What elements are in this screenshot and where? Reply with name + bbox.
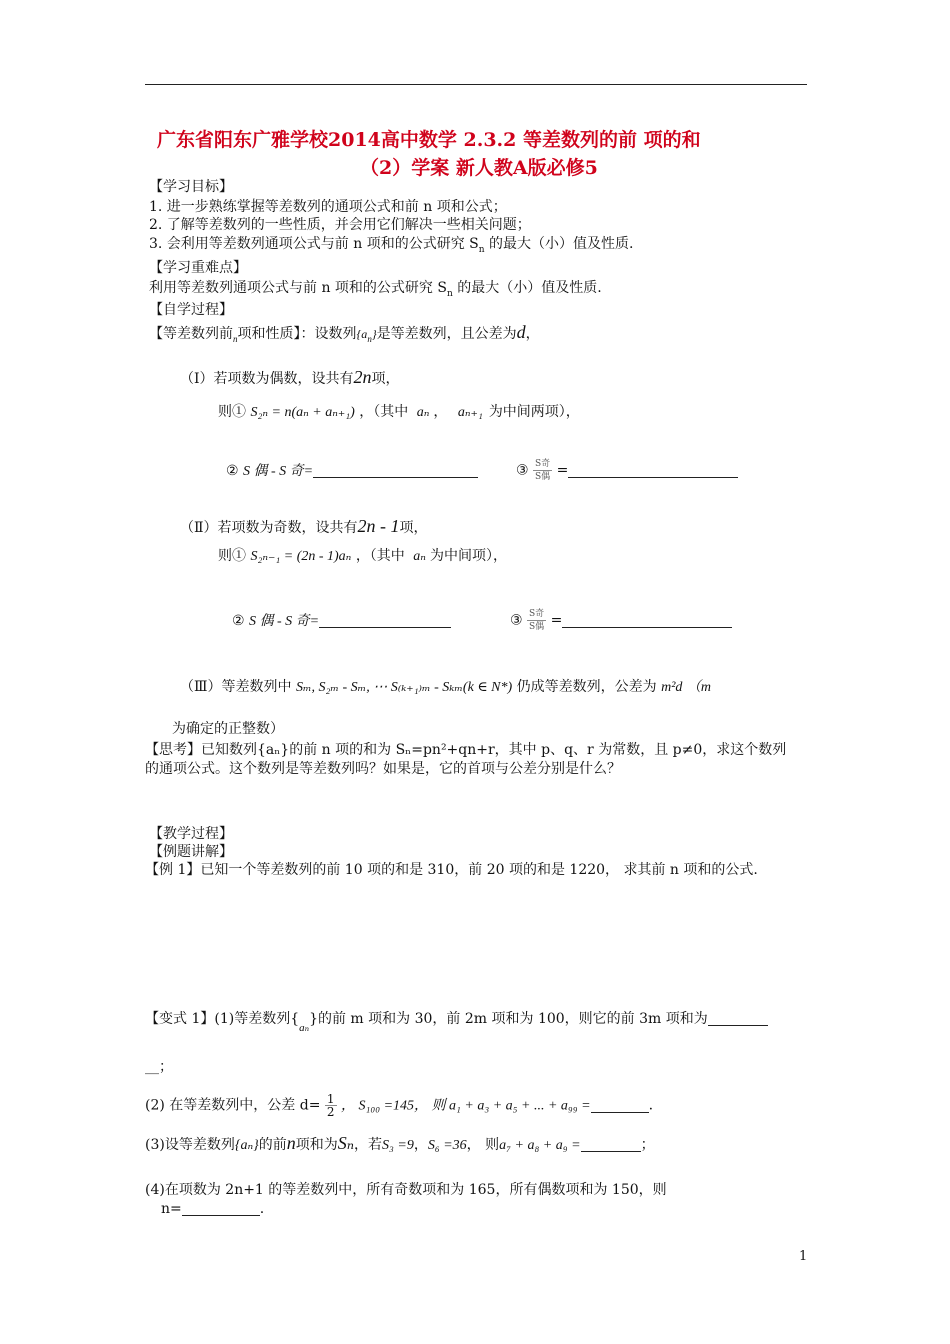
case1-ratio: $\frac{\text{S奇}}{\text{S偶}}$	[535, 459, 551, 482]
example-1: 【例 1】已知一个等差数列的前 10 项的和是 310，前 20 项的和是 1220， 求其前 n 项和的公式.	[145, 862, 758, 878]
case1-blank-2[interactable]	[313, 463, 478, 478]
goal-item-3: 3. 会利用等差数列通项公式与前 n 项和的公式研究 $S_n$ 的最大（小）值及性质.	[149, 236, 634, 255]
variant-q2-fraction: $\frac{1}{2}$	[326, 1092, 335, 1119]
title-line-1: 广东省阳东广雅学校2014高中数学 2.3.2 等差数列的前 项的和	[157, 129, 701, 151]
case1-formula1: 则① S₂ₙ = n(aₙ + aₙ₊₁) ，（其中 aₙ ， aₙ₊₁ 为中间两项），	[218, 404, 580, 420]
variant-q3: (3)设等差数列{aₙ}的前n项和为Sₙ，若S₃ =9，S₆ =36， 则a₇ + a₈ + a₉ = ；	[145, 1133, 655, 1153]
page-number: 1	[799, 1249, 808, 1264]
case1-intro: （Ⅰ）若项数为偶数，设共有2n项，	[180, 367, 400, 387]
variant-q2: (2) 在等差数列中，公差 d= $\frac{1}{2}$ ， S₁₀₀ =145， 则 a₁ + a₃ + a₅ + ... + a₉₉ = .	[145, 1092, 654, 1119]
case2-ratio: $\frac{\text{S奇}}{\text{S偶}}$	[529, 609, 545, 632]
header-rule	[145, 84, 807, 85]
teach-subheading: 【例题讲解】	[149, 844, 233, 860]
variant-q3-blank[interactable]	[581, 1137, 641, 1152]
goal-item-2: 2. 了解等差数列的一些性质，并会用它们解决一些相关问题；	[149, 217, 531, 233]
case2-intro: （Ⅱ）若项数为奇数，设共有2n - 1项，	[180, 516, 428, 536]
case2-blank-3[interactable]	[562, 613, 732, 628]
key-heading: 【学习重难点】	[149, 260, 247, 276]
think-line-2: 的通项公式。这个数列是等差数列吗？如果是，它的首项与公差分别是什么？	[145, 761, 621, 777]
variant-q1-cont: __；	[145, 1059, 173, 1075]
self-heading: 【自学过程】	[149, 302, 233, 318]
case1-formula2: ② S 偶 - S 奇=	[226, 462, 478, 481]
case3-line2: 为确定的正整数）	[172, 721, 284, 737]
property-line: 【等差数列前$_n$项和性质】：设数列$\{a_n\}$是等差数列，且公差为d，	[149, 322, 540, 344]
variant-q2-blank[interactable]	[591, 1098, 649, 1113]
case2-formula2: ② S 偶 - S 奇=	[232, 612, 451, 631]
key-text: 利用等差数列通项公式与前 n 项和的公式研究 $S_n$ 的最大（小）值及性质.	[149, 280, 602, 299]
case3-line1: （Ⅲ）等差数列中 Sₘ, S₂ₘ - Sₘ, ⋯ S₍ₖ₊₁₎ₘ - Sₖₘ(k ∈ N*) 仍成等差数列，公差为 m²d （m	[180, 679, 711, 695]
case2-formula1: 则① S₂ₙ₋₁ = (2n - 1)aₙ ，（其中 aₙ 为中间项），	[218, 548, 507, 564]
case1-blank-3[interactable]	[568, 463, 738, 478]
variant-q4-line1: (4)在项数为 2n+1 的等差数列中，所有奇数项和为 165，所有偶数项和为 150，则	[145, 1182, 667, 1198]
variant-q1: 【变式 1】(1)等差数列$\{_{a_n}\}$的前 m 项和为 30，前 2m 项和为 100，则它的前 3m 项和为	[145, 1010, 768, 1037]
title-line-2: （2）学案 新人教A版必修5	[360, 157, 598, 179]
case2-blank-2[interactable]	[319, 613, 451, 628]
goals-heading: 【学习目标】	[149, 179, 233, 195]
teach-heading: 【教学过程】	[149, 826, 233, 842]
goal-item-1: 1. 进一步熟练掌握等差数列的通项公式和前 n 项和公式；	[149, 199, 507, 215]
case2-formula3: ③ $\frac{\text{S奇}}{\text{S偶}}$ =	[510, 608, 732, 633]
variant-q4-blank[interactable]	[182, 1201, 260, 1216]
variant-q1-blank[interactable]	[708, 1011, 768, 1026]
variant-q4-line2: n= .	[161, 1201, 265, 1217]
case1-formula3: ③ $\frac{\text{S奇}}{\text{S偶}}$ =	[516, 458, 738, 483]
think-line-1: 【思考】已知数列{aₙ}的前 n 项的和为 Sₙ=pn²+qn+r，其中 p、q、r 为常数，且 p≠0，求这个数列	[145, 742, 787, 758]
